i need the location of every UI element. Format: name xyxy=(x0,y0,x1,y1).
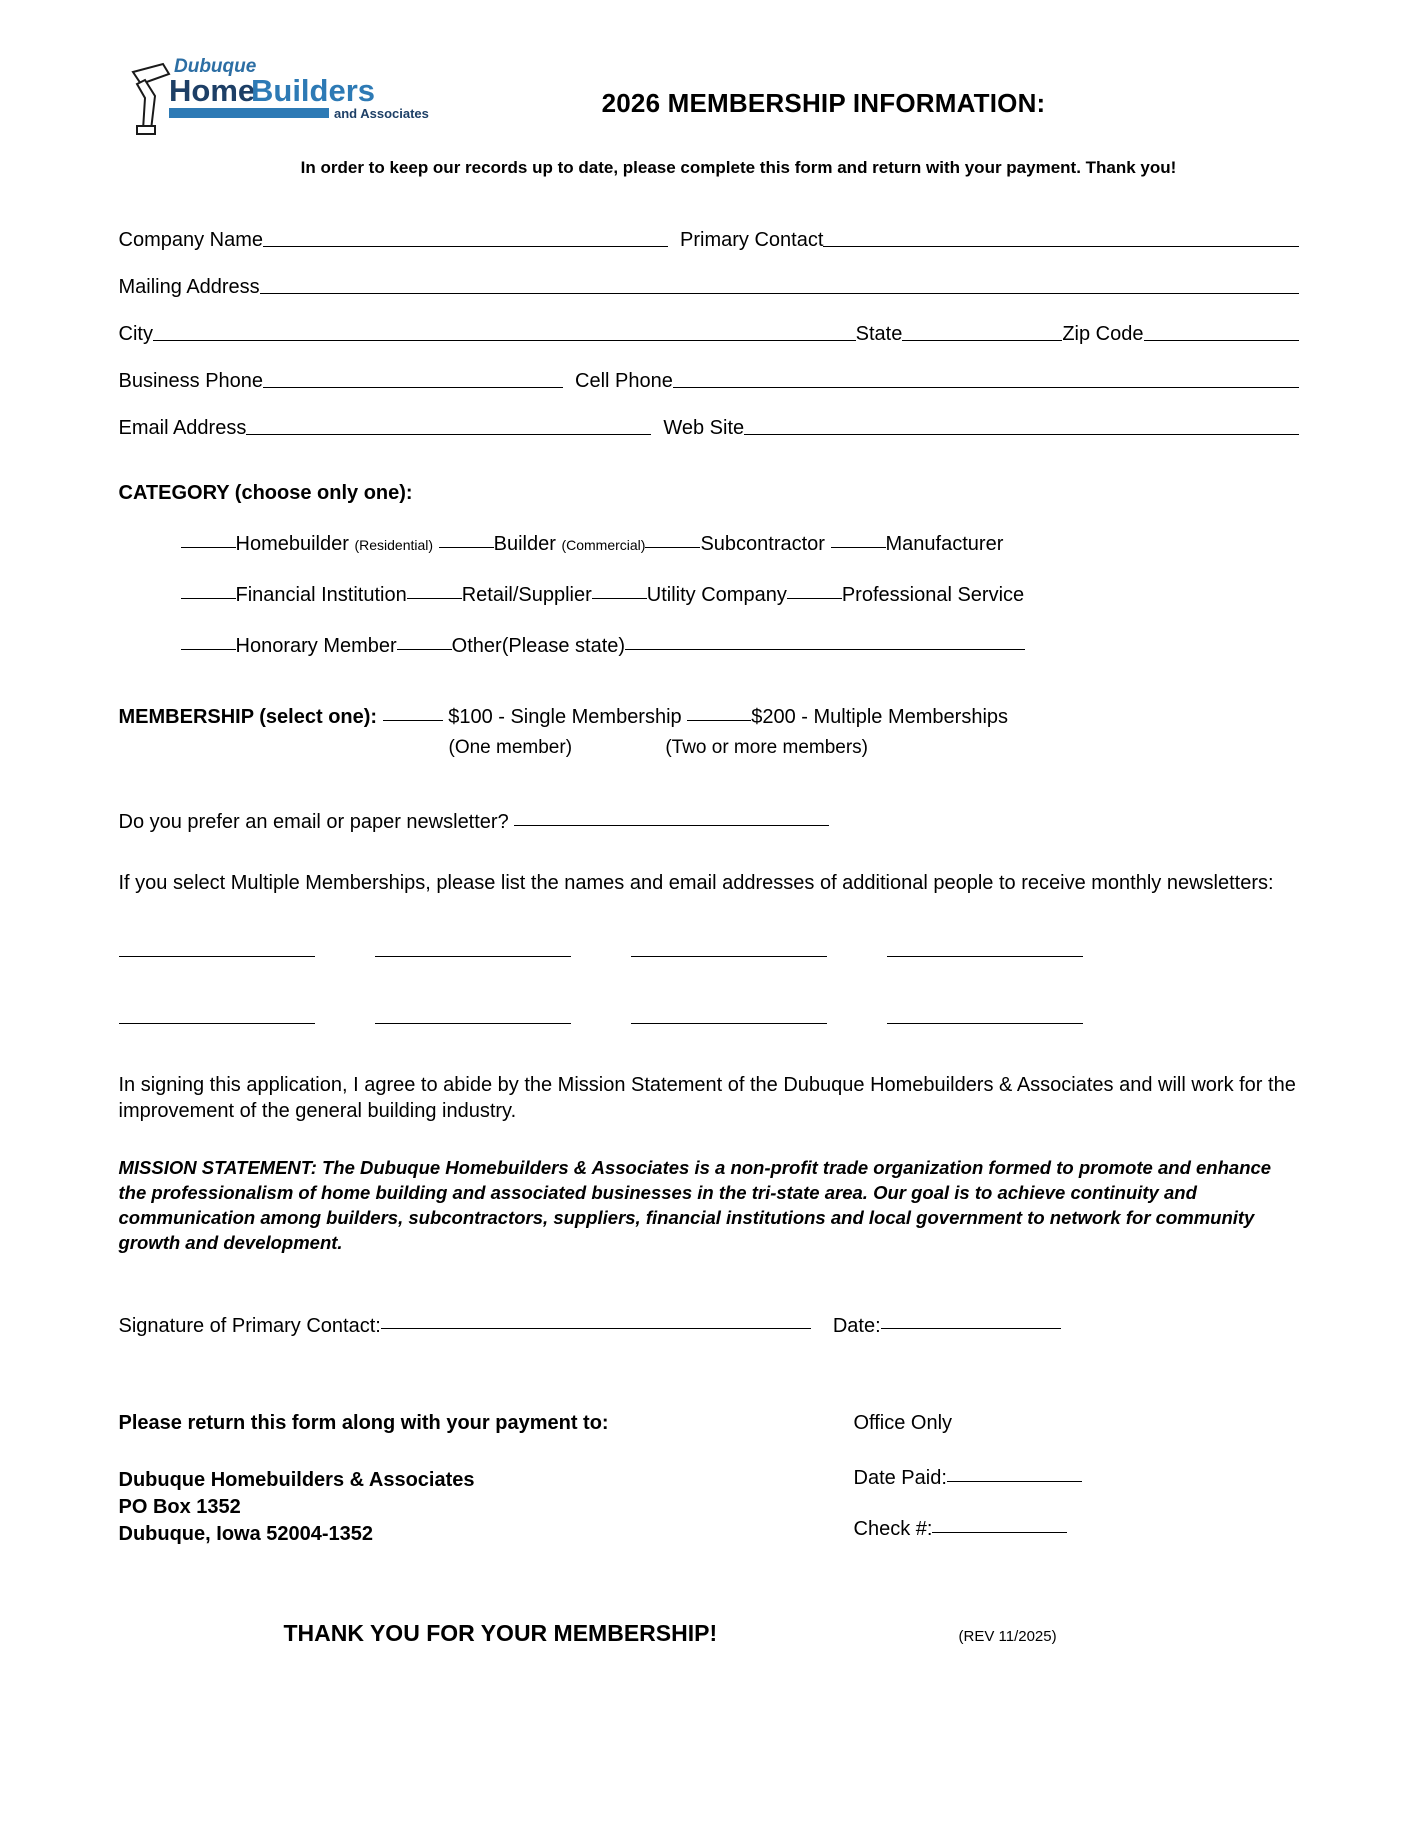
checkbox-subcontractor[interactable] xyxy=(645,531,700,548)
cell-phone-input[interactable] xyxy=(673,368,1299,388)
additional-member-input[interactable] xyxy=(631,938,827,957)
newsletter-preference-input[interactable] xyxy=(514,809,829,826)
return-address-block xyxy=(119,1412,819,1548)
mailing-address-input[interactable] xyxy=(260,274,1299,294)
additional-member-input[interactable] xyxy=(887,938,1083,957)
checkbox-retail-supplier[interactable] xyxy=(407,582,462,599)
checkbox-builder[interactable] xyxy=(439,531,494,548)
date-paid-label: Date Paid: xyxy=(853,1466,947,1489)
checkbox-professional-service[interactable] xyxy=(787,582,842,599)
additional-member-input[interactable] xyxy=(375,1005,571,1024)
option-manufacturer-label: Manufacturer xyxy=(885,533,1004,555)
zip-code-label: Zip Code xyxy=(1062,323,1144,345)
newsletter-instructions: If you select Multiple Memberships, please list the names and email addresses of additional people to receive monthly newsletters: xyxy=(118,872,1274,894)
additional-members-row xyxy=(119,1005,1299,1024)
email-address-input[interactable] xyxy=(246,415,651,435)
office-only-block xyxy=(854,1412,1274,1569)
state-label: State xyxy=(855,323,903,345)
check-number-label: Check #: xyxy=(853,1517,933,1540)
row-city-state-zip xyxy=(119,324,1299,344)
date-paid-row xyxy=(854,1467,1274,1490)
option-retail-supplier-label: Retail/Supplier xyxy=(461,584,592,606)
business-phone-input[interactable] xyxy=(263,368,563,388)
city-label: City xyxy=(118,323,153,345)
checkbox-multiple-membership[interactable] xyxy=(687,704,751,721)
row-company-contact xyxy=(119,230,1299,250)
checkbox-financial-institution[interactable] xyxy=(181,582,236,599)
option-honorary-member-label: Honorary Member xyxy=(235,635,397,657)
option-other-label: Other(Please state) xyxy=(451,635,626,657)
single-membership-label: $100 - Single Membership xyxy=(448,706,682,728)
email-address-label: Email Address xyxy=(118,417,247,439)
multiple-membership-label: $200 - Multiple Memberships xyxy=(751,706,1009,728)
checkbox-manufacturer[interactable] xyxy=(831,531,886,548)
form-subtitle: In order to keep our records up to date, please complete this form and return with your payment. Thank you! xyxy=(300,158,1177,177)
signature-label: Signature of Primary Contact: xyxy=(118,1314,381,1337)
row-mailing-address xyxy=(119,277,1299,297)
revision-text: (REV 11/2025) xyxy=(958,1627,1057,1645)
option-financial-institution-label: Financial Institution xyxy=(235,584,407,606)
category-heading: CATEGORY (choose only one): xyxy=(118,482,413,504)
check-number-input[interactable] xyxy=(932,1516,1067,1533)
signature-row xyxy=(119,1312,1299,1338)
agreement-text: In signing this application, I agree to abide by the Mission Statement of the Dubuque Homebuilders & Associates and will work for the improvement of the general building industry. xyxy=(118,1074,1296,1122)
return-city-state-zip: Dubuque, Iowa 52004-1352 xyxy=(118,1522,374,1545)
svg-text:and Associates: and Associates xyxy=(333,106,429,121)
multiple-membership-note: (Two or more members) xyxy=(665,737,869,758)
newsletter-question-row xyxy=(119,811,1299,834)
option-professional-service-label: Professional Service xyxy=(841,584,1025,606)
single-membership-note: (One member) xyxy=(448,737,573,758)
zip-code-input[interactable] xyxy=(1144,321,1299,341)
date-paid-input[interactable] xyxy=(947,1465,1082,1482)
option-builder-note: (Commercial) xyxy=(561,537,646,553)
additional-members-grid xyxy=(119,938,1299,1024)
row-phones xyxy=(119,371,1299,391)
option-builder-label: Builder xyxy=(493,533,556,555)
membership-section xyxy=(119,706,1299,759)
svg-text:Home: Home xyxy=(168,73,255,108)
form-footer xyxy=(119,1412,1299,1548)
membership-notes xyxy=(449,737,1299,759)
checkbox-utility-company[interactable] xyxy=(592,582,647,599)
state-input[interactable] xyxy=(902,321,1062,341)
additional-member-input[interactable] xyxy=(631,1005,827,1024)
category-row-3 xyxy=(181,635,1299,658)
thanks-text: THANK YOU FOR YOUR MEMBERSHIP! xyxy=(283,1619,718,1646)
return-heading: Please return this form along with your payment to: xyxy=(118,1411,609,1434)
row-email-website xyxy=(119,418,1299,438)
additional-member-input[interactable] xyxy=(119,938,315,957)
option-homebuilder-note: (Residential) xyxy=(354,537,434,553)
company-name-input[interactable] xyxy=(263,227,668,247)
thanks-block xyxy=(119,1620,1299,1660)
business-phone-label: Business Phone xyxy=(118,370,264,392)
checkbox-other[interactable] xyxy=(397,633,452,650)
office-only-label: Office Only xyxy=(853,1411,953,1434)
page-title: 2026 MEMBERSHIP INFORMATION: xyxy=(601,88,1046,118)
signature-input[interactable] xyxy=(381,1309,811,1329)
additional-members-row xyxy=(119,938,1299,957)
checkbox-homebuilder[interactable] xyxy=(181,531,236,548)
dubuque-homebuilders-logo xyxy=(129,52,429,138)
membership-row xyxy=(119,706,1299,729)
contact-fields xyxy=(119,230,1299,438)
web-site-label: Web Site xyxy=(663,417,745,439)
category-row-2 xyxy=(181,584,1299,607)
svg-text:Builders: Builders xyxy=(250,73,375,108)
option-homebuilder-label: Homebuilder xyxy=(235,533,349,555)
additional-member-input[interactable] xyxy=(119,1005,315,1024)
checkbox-single-membership[interactable] xyxy=(383,704,443,721)
primary-contact-input[interactable] xyxy=(823,227,1298,247)
other-category-input[interactable] xyxy=(625,633,1025,650)
date-input[interactable] xyxy=(881,1309,1061,1329)
category-row-1 xyxy=(181,533,1299,556)
date-label: Date: xyxy=(832,1314,881,1337)
return-po-box: PO Box 1352 xyxy=(118,1495,241,1518)
mission-statement: MISSION STATEMENT: The Dubuque Homebuilders & Associates is a non-profit trade organization formed to promote and enhance the professionalism of home building and associated businesses in the tri-state area. Our goal is to achieve continuity and communication among builders, subcontractors, suppliers, financial institutions and local government to network for community growth and development. xyxy=(118,1157,1272,1253)
additional-member-input[interactable] xyxy=(375,938,571,957)
primary-contact-label: Primary Contact xyxy=(680,229,824,251)
form-header xyxy=(119,46,1299,146)
mailing-address-label: Mailing Address xyxy=(118,276,260,298)
company-name-label: Company Name xyxy=(118,229,264,251)
web-site-input[interactable] xyxy=(744,415,1298,435)
return-org: Dubuque Homebuilders & Associates xyxy=(118,1468,475,1491)
checkbox-honorary-member[interactable] xyxy=(181,633,236,650)
check-number-row xyxy=(854,1518,1274,1541)
return-address xyxy=(119,1467,819,1548)
membership-heading: MEMBERSHIP (select one): xyxy=(118,706,378,728)
cell-phone-label: Cell Phone xyxy=(575,370,673,392)
svg-text:Dubuque: Dubuque xyxy=(173,56,256,77)
option-subcontractor-label: Subcontractor xyxy=(700,533,825,555)
city-input[interactable] xyxy=(153,321,856,341)
option-utility-company-label: Utility Company xyxy=(646,584,787,606)
additional-member-input[interactable] xyxy=(887,1005,1083,1024)
newsletter-question-label: Do you prefer an email or paper newsletter? xyxy=(118,811,509,833)
